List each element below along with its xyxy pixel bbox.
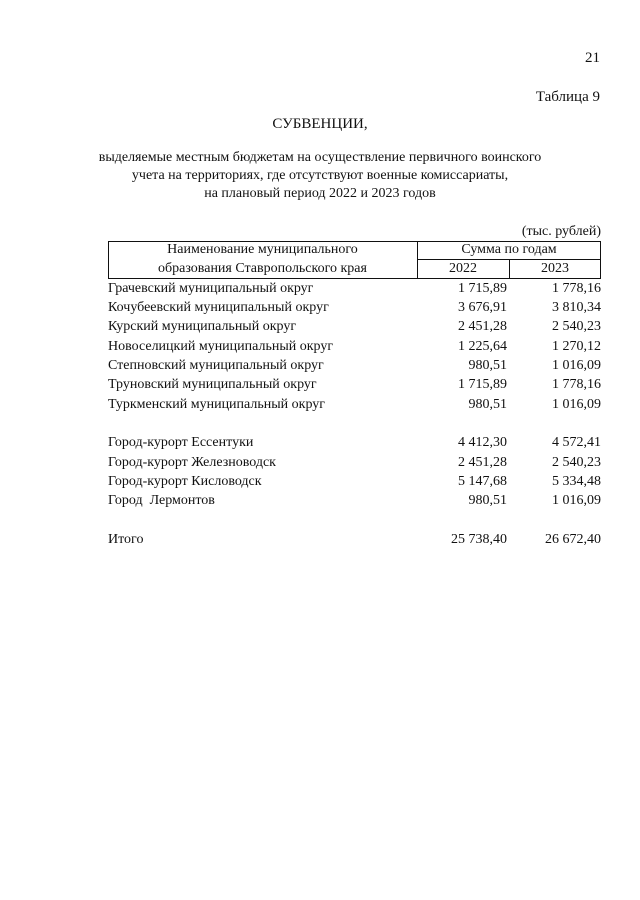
row-value-2022: 2 451,28 (458, 455, 507, 470)
header-bottom-rule (108, 278, 601, 279)
subtitle-line-1: выделяемые местным бюджетам на осуществление первичного воинского (98, 150, 542, 165)
row-value-2023: 1 778,16 (552, 377, 601, 392)
table-label: Таблица 9 (535, 89, 600, 105)
row-value-2022: 5 147,68 (458, 474, 507, 489)
table-row (108, 377, 601, 396)
table-row (108, 493, 601, 512)
row-name: Город-курорт Железноводск (108, 455, 276, 470)
units-label: (тыс. рублей) (521, 224, 601, 239)
page-number: 21 (585, 50, 600, 66)
subtitle-line-2: учета на территориях, где отсутствуют военные комиссариаты, (131, 168, 509, 183)
row-name: Новоселицкий муниципальный округ (108, 339, 334, 354)
document-title: СУБВЕНЦИИ, (272, 116, 368, 132)
row-value-2023: 3 810,34 (552, 300, 601, 315)
row-value-2022: 4 412,30 (458, 435, 507, 450)
row-value-2023: 5 334,48 (552, 474, 601, 489)
row-name: Город-курорт Ессентуки (108, 435, 254, 450)
row-value-2023: 1 270,12 (552, 339, 601, 354)
row-value-2023: 4 572,41 (552, 435, 601, 450)
row-name: Грачевский муниципальный округ (108, 281, 314, 296)
table-row (108, 339, 601, 358)
row-value-2022: 980,51 (468, 493, 507, 508)
row-value-2023: 1 016,09 (552, 493, 601, 508)
total-value-2022: 25 738,40 (451, 532, 507, 547)
header-name-line-1: Наименование муниципального (167, 242, 358, 257)
row-value-2022: 1 715,89 (458, 281, 507, 296)
row-value-2023: 1 778,16 (552, 281, 601, 296)
total-value-2023: 26 672,40 (545, 532, 601, 547)
header-name-line-2: образования Ставропольского края (158, 261, 367, 276)
row-name: Туркменский муниципальный округ (108, 397, 325, 412)
table-header (108, 241, 601, 279)
table-row (108, 300, 601, 319)
header-year-2022: 2022 (449, 261, 477, 276)
row-value-2022: 3 676,91 (458, 300, 507, 315)
header-sum-group: Сумма по годам (461, 242, 557, 257)
row-value-2023: 2 540,23 (552, 455, 601, 470)
table-row (108, 435, 601, 454)
table-row (108, 455, 601, 474)
row-value-2022: 980,51 (468, 397, 507, 412)
row-value-2023: 1 016,09 (552, 397, 601, 412)
document-subtitle (90, 149, 550, 203)
row-name: Труновский муниципальный округ (108, 377, 317, 392)
table-row (108, 358, 601, 377)
row-name: Кочубеевский муниципальный округ (108, 300, 329, 315)
row-name: Город Лермонтов (108, 493, 215, 508)
row-value-2023: 1 016,09 (552, 358, 601, 373)
row-value-2022: 2 451,28 (458, 319, 507, 334)
table-row (108, 397, 601, 416)
table-row (108, 319, 601, 338)
subtitle-line-3: на плановый период 2022 и 2023 годов (204, 186, 436, 201)
row-value-2022: 980,51 (468, 358, 507, 373)
row-name: Город-курорт Кисловодск (108, 474, 262, 489)
row-name: Степновский муниципальный округ (108, 358, 324, 373)
row-value-2022: 1 715,89 (458, 377, 507, 392)
total-label: Итого (108, 532, 144, 547)
table-row (108, 281, 601, 300)
header-year-2023: 2023 (541, 261, 569, 276)
row-value-2022: 1 225,64 (458, 339, 507, 354)
row-name: Курский муниципальный округ (108, 319, 297, 334)
row-value-2023: 2 540,23 (552, 319, 601, 334)
table-total-row (108, 532, 601, 551)
table-row (108, 474, 601, 493)
